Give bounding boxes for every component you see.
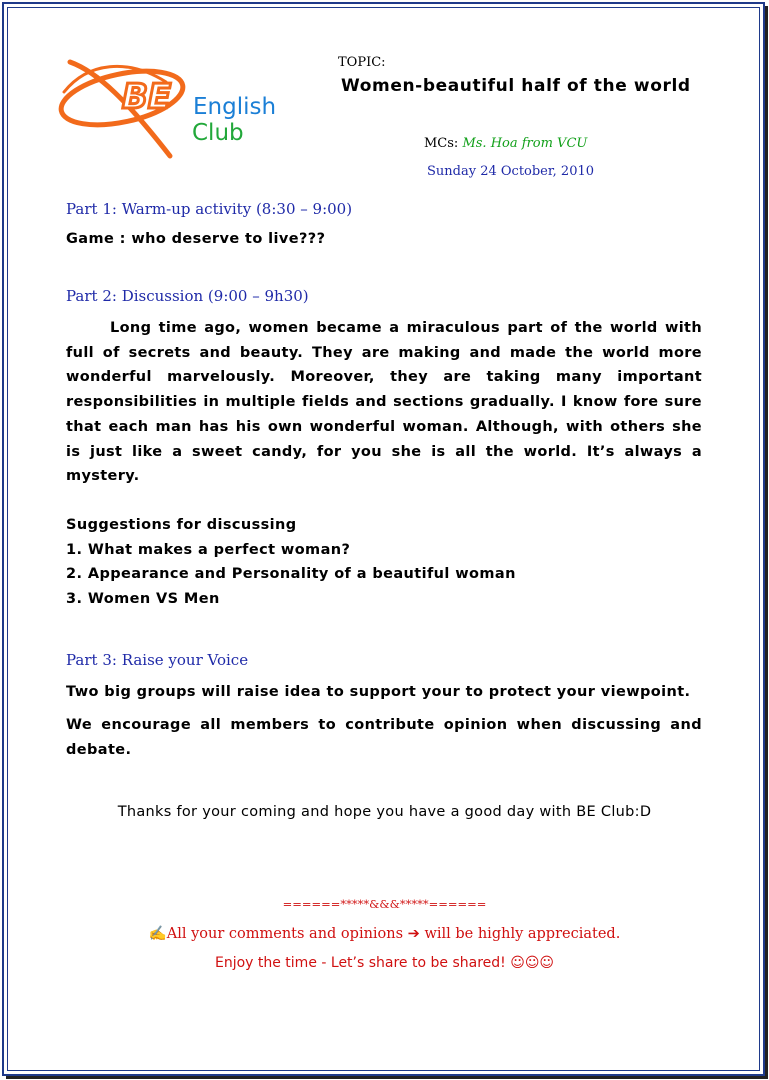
topic-label: TOPIC:	[338, 55, 386, 70]
event-date: Sunday 24 October, 2010	[427, 164, 595, 179]
be-english-club-logo	[58, 52, 280, 164]
list-item: 1. What makes a perfect woman?	[66, 541, 351, 558]
logo-graphic	[58, 52, 280, 164]
suggestions-list	[66, 513, 706, 612]
logo-be-text: BE	[122, 77, 172, 117]
smiley-icon: ☺☺☺	[510, 955, 555, 971]
comments-text: All your comments and opinions	[166, 926, 404, 942]
logo-club-text: Club	[192, 120, 244, 146]
decorative-divider: ======*****&&&*****======	[282, 897, 487, 911]
discussion-paragraph: Long time ago, women became a miraculous part of the world with full of secrets and beauty. They are making and made the world more wonderful marvelously. Moreover, they are taking many important responsibilities in multiple fields and sections gradually. I know fore sure that each man has his own wonderful woman. Although, with others she is just like a sweet candy, for you she is all the world. It’s always a mystery.	[66, 320, 702, 485]
voice-line-2: We encourage all members to contribute opinion when discussing and debate.	[66, 717, 702, 758]
part2-heading: Part 2: Discussion (9:00 – 9h30)	[66, 287, 309, 305]
voice-line-1: Two big groups will raise idea to support your to protect your viewpoint.	[66, 684, 691, 700]
list-item: 2. Appearance and Personality of a beautiful woman	[66, 566, 516, 583]
warmup-game: Game : who deserve to live???	[66, 231, 326, 247]
writing-hand-icon: ✍	[148, 926, 167, 942]
topic-title: Women-beautiful half of the world	[341, 76, 691, 96]
page-frame-shadow	[6, 1076, 768, 1079]
enjoy-text: Enjoy the time - Let’s share to be shared!	[214, 955, 506, 971]
comments-line	[0, 925, 769, 942]
page-frame-shadow	[765, 6, 768, 1078]
comments-text-2: will be highly appreciated.	[424, 926, 621, 942]
part1-heading: Part 1: Warm-up activity (8:30 – 9:00)	[66, 200, 353, 218]
mcs-name: Ms. Hoa from VCU	[462, 136, 588, 151]
thanks-message: Thanks for your coming and hope you have a good day with BE Club:D	[117, 804, 652, 820]
mcs-line	[424, 136, 587, 151]
logo-english-text: English	[193, 94, 277, 120]
mcs-label: MCs:	[424, 136, 459, 151]
suggestions-label: Suggestions for discussing	[66, 517, 297, 533]
arrow-right-icon: ➔	[407, 926, 420, 942]
list-item: 3. Women VS Men	[66, 591, 220, 608]
enjoy-line	[0, 955, 769, 971]
part3-heading: Part 3: Raise your Voice	[66, 651, 249, 669]
